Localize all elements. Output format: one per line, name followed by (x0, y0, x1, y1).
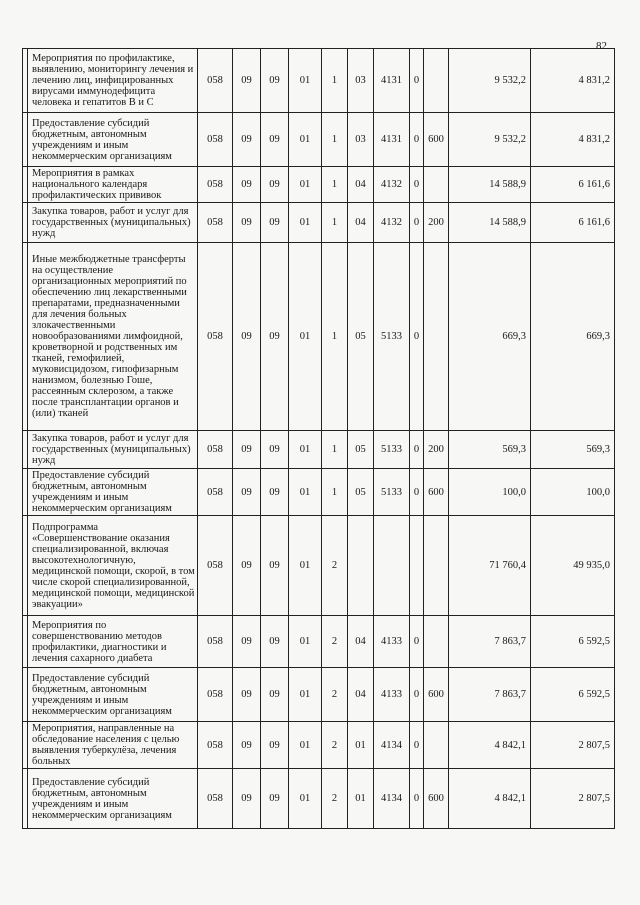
code-cell-c4: 01 (289, 616, 322, 668)
code-cell-c9 (424, 616, 449, 668)
code-cell-c3: 09 (261, 49, 289, 113)
code-cell-c7: 5133 (374, 243, 410, 431)
code-cell-c5: 1 (322, 203, 348, 243)
code-cell-c5: 1 (322, 469, 348, 516)
code-cell-c8: 0 (410, 49, 424, 113)
code-cell-c6 (348, 516, 374, 616)
code-cell-c6: 04 (348, 616, 374, 668)
code-cell-c4: 01 (289, 722, 322, 769)
code-cell-c1: 058 (198, 49, 233, 113)
code-cell-c5: 1 (322, 167, 348, 203)
code-cell-c1: 058 (198, 668, 233, 722)
amount-cell-v2: 6 161,6 (531, 167, 615, 203)
code-cell-c3: 09 (261, 431, 289, 469)
code-cell-c4: 01 (289, 431, 322, 469)
amount-cell-v2: 2 807,5 (531, 722, 615, 769)
code-cell-c7: 4132 (374, 167, 410, 203)
row-name: Мероприятия по совершенствованию методов профилактики, диагностики и лечения сахарного диабета (28, 616, 198, 668)
code-cell-c2: 09 (233, 469, 261, 516)
code-cell-c1: 058 (198, 243, 233, 431)
code-cell-c1: 058 (198, 113, 233, 167)
amount-cell-v1: 7 863,7 (449, 616, 531, 668)
code-cell-c8: 0 (410, 243, 424, 431)
table-row (23, 203, 615, 243)
code-cell-c2: 09 (233, 243, 261, 431)
amount-cell-v1: 14 588,9 (449, 167, 531, 203)
row-name: Предоставление субсидий бюджетным, автономным учреждениям и иным некоммерческим организациям (28, 769, 198, 829)
code-cell-c9: 600 (424, 469, 449, 516)
amount-cell-v2: 6 161,6 (531, 203, 615, 243)
code-cell-c5: 1 (322, 113, 348, 167)
code-cell-c3: 09 (261, 167, 289, 203)
code-cell-c5: 1 (322, 431, 348, 469)
amount-cell-v2: 6 592,5 (531, 616, 615, 668)
row-name: Иные межбюджетные трансферты на осуществление организационных мероприятий по обеспечению лиц лекарственными препаратами, предназначенными для лечения больных злокачественными новообразованиями лимфоидной, кроветворной и родственных им тканей, гемофилией, муковисцидозом, гипофизарным нанизмом, болезнью Гоше, рассеянным склерозом, а также после трансплантации органов и (или) тканей (28, 243, 198, 431)
code-cell-c1: 058 (198, 769, 233, 829)
amount-cell-v1: 9 532,2 (449, 49, 531, 113)
code-cell-c8: 0 (410, 469, 424, 516)
code-cell-c1: 058 (198, 516, 233, 616)
amount-cell-v2: 569,3 (531, 431, 615, 469)
code-cell-c3: 09 (261, 516, 289, 616)
code-cell-c6: 01 (348, 722, 374, 769)
code-cell-c1: 058 (198, 203, 233, 243)
code-cell-c2: 09 (233, 616, 261, 668)
code-cell-c9: 600 (424, 113, 449, 167)
code-cell-c5: 2 (322, 616, 348, 668)
code-cell-c9: 200 (424, 203, 449, 243)
code-cell-c6: 05 (348, 431, 374, 469)
amount-cell-v1: 9 532,2 (449, 113, 531, 167)
code-cell-c7: 4133 (374, 616, 410, 668)
code-cell-c8: 0 (410, 722, 424, 769)
code-cell-c5: 2 (322, 769, 348, 829)
code-cell-c7: 4134 (374, 769, 410, 829)
code-cell-c6: 05 (348, 243, 374, 431)
code-cell-c9 (424, 722, 449, 769)
code-cell-c2: 09 (233, 49, 261, 113)
code-cell-c7: 5133 (374, 431, 410, 469)
amount-cell-v1: 669,3 (449, 243, 531, 431)
code-cell-c2: 09 (233, 203, 261, 243)
code-cell-c5: 2 (322, 516, 348, 616)
amount-cell-v2: 100,0 (531, 469, 615, 516)
code-cell-c2: 09 (233, 113, 261, 167)
code-cell-c3: 09 (261, 616, 289, 668)
table-row (23, 431, 615, 469)
table-row (23, 113, 615, 167)
row-name: Закупка товаров, работ и услуг для государственных (муниципальных) нужд (28, 203, 198, 243)
code-cell-c3: 09 (261, 722, 289, 769)
amount-cell-v1: 71 760,4 (449, 516, 531, 616)
code-cell-c4: 01 (289, 113, 322, 167)
page-number: 82 (596, 40, 607, 52)
code-cell-c6: 04 (348, 203, 374, 243)
code-cell-c8: 0 (410, 431, 424, 469)
code-cell-c2: 09 (233, 668, 261, 722)
amount-cell-v2: 4 831,2 (531, 113, 615, 167)
code-cell-c4: 01 (289, 769, 322, 829)
code-cell-c7: 4133 (374, 668, 410, 722)
code-cell-c1: 058 (198, 722, 233, 769)
code-cell-c6: 04 (348, 167, 374, 203)
code-cell-c7 (374, 516, 410, 616)
code-cell-c6: 04 (348, 668, 374, 722)
code-cell-c1: 058 (198, 469, 233, 516)
code-cell-c9: 600 (424, 769, 449, 829)
row-name: Предоставление субсидий бюджетным, автономным учреждениям и иным некоммерческим организациям (28, 113, 198, 167)
code-cell-c7: 5133 (374, 469, 410, 516)
code-cell-c6: 01 (348, 769, 374, 829)
code-cell-c3: 09 (261, 203, 289, 243)
table-row (23, 243, 615, 431)
table-row (23, 668, 615, 722)
row-name: Мероприятия, направленные на обследование населения с целью выявления туберкулёза, лечения больных (28, 722, 198, 769)
amount-cell-v2: 6 592,5 (531, 668, 615, 722)
code-cell-c5: 2 (322, 668, 348, 722)
code-cell-c2: 09 (233, 167, 261, 203)
code-cell-c8: 0 (410, 616, 424, 668)
code-cell-c7: 4132 (374, 203, 410, 243)
code-cell-c8 (410, 516, 424, 616)
code-cell-c8: 0 (410, 167, 424, 203)
code-cell-c8: 0 (410, 769, 424, 829)
code-cell-c1: 058 (198, 167, 233, 203)
code-cell-c7: 4131 (374, 49, 410, 113)
code-cell-c9 (424, 516, 449, 616)
amount-cell-v2: 4 831,2 (531, 49, 615, 113)
table-row (23, 469, 615, 516)
code-cell-c3: 09 (261, 243, 289, 431)
code-cell-c3: 09 (261, 668, 289, 722)
code-cell-c3: 09 (261, 469, 289, 516)
amount-cell-v2: 669,3 (531, 243, 615, 431)
code-cell-c3: 09 (261, 769, 289, 829)
code-cell-c9 (424, 49, 449, 113)
code-cell-c4: 01 (289, 167, 322, 203)
row-name: Предоставление субсидий бюджетным, автономным учреждениям и иным некоммерческим организациям (28, 469, 198, 516)
amount-cell-v1: 4 842,1 (449, 722, 531, 769)
table-row (23, 516, 615, 616)
row-name: Предоставление субсидий бюджетным, автономным учреждениям и иным некоммерческим организациям (28, 668, 198, 722)
row-name: Мероприятия по профилактике, выявлению, мониторингу лечения и лечению лиц, инфицированных вирусами иммунодефицита человека и гепатитов В и С (28, 49, 198, 113)
amount-cell-v1: 7 863,7 (449, 668, 531, 722)
row-name: Подпрограмма «Совершенствование оказания специализированной, включая высокотехнологичную, медицинской помощи, скорой, в том числе скорой специализированной, медицинской помощи, медицинской эвакуации» (28, 516, 198, 616)
code-cell-c7: 4131 (374, 113, 410, 167)
code-cell-c5: 1 (322, 49, 348, 113)
code-cell-c8: 0 (410, 203, 424, 243)
table-row (23, 769, 615, 829)
code-cell-c4: 01 (289, 243, 322, 431)
amount-cell-v1: 100,0 (449, 469, 531, 516)
code-cell-c7: 4134 (374, 722, 410, 769)
amount-cell-v2: 49 935,0 (531, 516, 615, 616)
code-cell-c8: 0 (410, 668, 424, 722)
code-cell-c9: 600 (424, 668, 449, 722)
code-cell-c2: 09 (233, 516, 261, 616)
code-cell-c5: 1 (322, 243, 348, 431)
code-cell-c9 (424, 167, 449, 203)
code-cell-c1: 058 (198, 616, 233, 668)
table-row (23, 167, 615, 203)
code-cell-c1: 058 (198, 431, 233, 469)
code-cell-c2: 09 (233, 431, 261, 469)
code-cell-c2: 09 (233, 722, 261, 769)
amount-cell-v1: 4 842,1 (449, 769, 531, 829)
code-cell-c2: 09 (233, 769, 261, 829)
budget-table (22, 48, 615, 829)
code-cell-c4: 01 (289, 49, 322, 113)
code-cell-c4: 01 (289, 516, 322, 616)
amount-cell-v2: 2 807,5 (531, 769, 615, 829)
code-cell-c9: 200 (424, 431, 449, 469)
table-row (23, 722, 615, 769)
code-cell-c5: 2 (322, 722, 348, 769)
code-cell-c9 (424, 243, 449, 431)
code-cell-c6: 05 (348, 469, 374, 516)
amount-cell-v1: 569,3 (449, 431, 531, 469)
code-cell-c4: 01 (289, 469, 322, 516)
code-cell-c4: 01 (289, 203, 322, 243)
table-row (23, 49, 615, 113)
code-cell-c8: 0 (410, 113, 424, 167)
code-cell-c6: 03 (348, 113, 374, 167)
code-cell-c6: 03 (348, 49, 374, 113)
row-name: Закупка товаров, работ и услуг для государственных (муниципальных) нужд (28, 431, 198, 469)
code-cell-c3: 09 (261, 113, 289, 167)
row-name: Мероприятия в рамках национального календаря профилактических прививок (28, 167, 198, 203)
amount-cell-v1: 14 588,9 (449, 203, 531, 243)
code-cell-c4: 01 (289, 668, 322, 722)
table-row (23, 616, 615, 668)
